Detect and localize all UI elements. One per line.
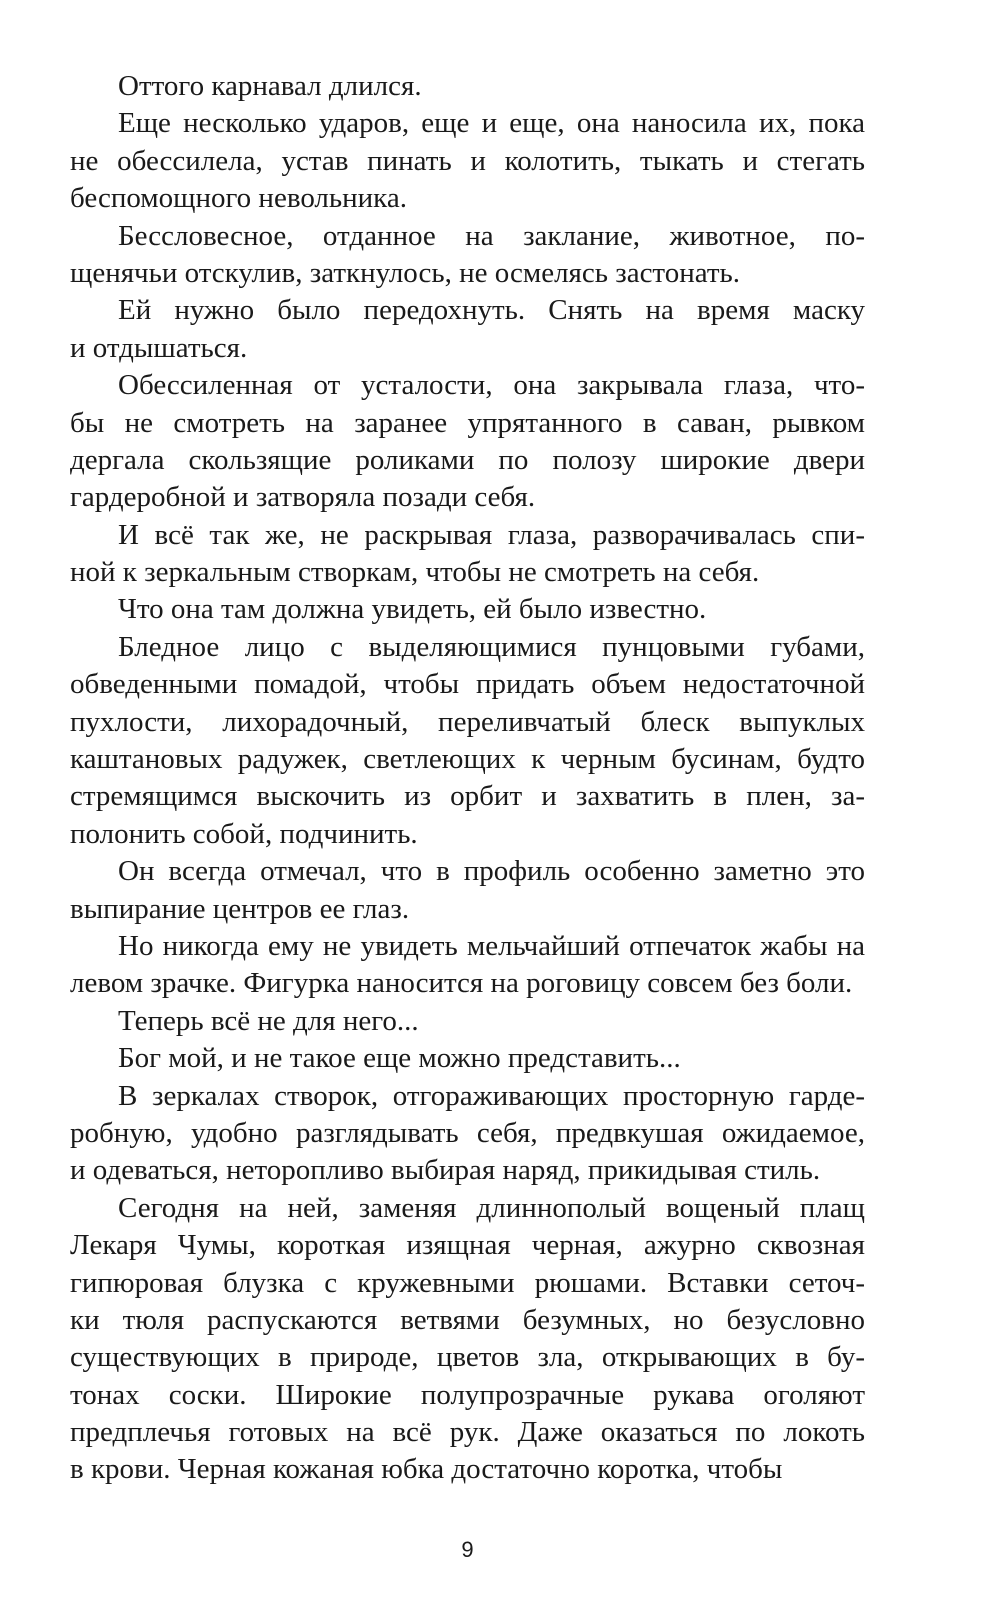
text-line: Но никогда ему не увидеть мельчайший отпечаток жабы на <box>118 929 865 962</box>
text-line: гардеробной и затворяла позади себя. <box>70 481 536 514</box>
text-line: бы не смотреть на заранее упрятанного в саван, рывком <box>70 406 865 439</box>
text-line: щенячьи отскулив, заткнулось, не осмелясь застонать. <box>70 256 741 289</box>
text-line: левом зрачке. Фигурка наносится на роговицу совсем без боли. <box>70 967 853 1000</box>
paragraph <box>70 68 865 105</box>
paragraph <box>70 517 865 592</box>
paragraph <box>70 1078 865 1190</box>
text-line: В зеркалах створок, отгораживающих просторную гарде- <box>118 1079 865 1112</box>
paragraph <box>70 1003 865 1040</box>
text-line: И всё так же, не раскрывая глаза, разворачивалась спи- <box>118 518 865 551</box>
page-number: 9 <box>461 1537 474 1562</box>
paragraph <box>70 591 865 628</box>
text-line: Еще несколько ударов, еще и еще, она наносила их, пока <box>118 107 865 140</box>
text-line: и отдышаться. <box>70 331 248 364</box>
paragraph <box>70 218 865 293</box>
text-line: существующих в природе, цветов зла, открывающих в бу- <box>70 1341 865 1374</box>
paragraph <box>70 1190 865 1489</box>
paragraph <box>70 367 865 517</box>
text-line: Бледное лицо с выделяющимися пунцовыми губами, <box>118 630 865 663</box>
text-line: выпирание центров ее глаз. <box>70 892 410 925</box>
text-line: и одеваться, неторопливо выбирая наряд, прикидывая стиль. <box>70 1154 821 1187</box>
text-line: Бог мой, и не такое еще можно представить... <box>118 1042 681 1075</box>
text-line: беспомощного невольника. <box>70 182 407 215</box>
paragraph <box>70 292 865 367</box>
paragraph <box>70 629 865 853</box>
text-line: гипюровая блузка с кружевными рюшами. Вставки сеточ- <box>70 1266 865 1299</box>
text-line: Бессловесное, отданное на заклание, животное, по- <box>118 219 865 252</box>
text-line: ки тюля распускаются ветвями безумных, но безусловно <box>70 1303 865 1336</box>
paragraph <box>70 105 865 217</box>
text-line: не обессилела, устав пинать и колотить, тыкать и стегать <box>70 144 865 177</box>
text-line: в крови. Черная кожаная юбка достаточно коротка, чтобы <box>70 1453 783 1486</box>
text-line: робную, удобно разглядывать себя, предвкушая ожидаемое, <box>70 1116 865 1149</box>
text-line: предплечья готовых на всё рук. Даже оказаться по локоть <box>70 1416 865 1449</box>
text-line: Лекаря Чумы, короткая изящная черная, ажурно сквозная <box>70 1229 865 1262</box>
text-line: дергала скользящие роликами по полозу широкие двери <box>70 443 865 476</box>
text-line: тонах соски. Широкие полупрозрачные рукава оголяют <box>70 1378 865 1411</box>
text-line: каштановых радужек, светлеющих к черным бусинам, будто <box>70 743 865 776</box>
text-line: Обессиленная от усталости, она закрывала глаза, что- <box>118 369 865 402</box>
text-line: Ей нужно было передохнуть. Снять на время маску <box>118 294 865 327</box>
text-line: Он всегда отмечал, что в профиль особенно заметно это <box>118 855 865 888</box>
text-line: Оттого карнавал длился. <box>118 70 422 102</box>
paragraph <box>70 928 865 1003</box>
paragraph <box>70 853 865 928</box>
text-line: Что она там должна увидеть, ей было известно. <box>118 593 707 626</box>
text-line: стремящимся выскочить из орбит и захватить в плен, за- <box>70 780 865 813</box>
text-line: Сегодня на ней, заменяя длиннополый вощеный плащ <box>118 1191 865 1224</box>
text-line: полонить собой, подчинить. <box>70 817 418 850</box>
page-text <box>70 68 865 1489</box>
text-line: Теперь всё не для него... <box>118 1004 419 1037</box>
text-line: ной к зеркальным створкам, чтобы не смотреть на себя. <box>70 556 760 589</box>
text-line: пухлости, лихорадочный, переливчатый блеск выпуклых <box>70 705 865 738</box>
text-line: обведенными помадой, чтобы придать объем недостаточной <box>70 668 865 701</box>
paragraph <box>70 1040 865 1077</box>
